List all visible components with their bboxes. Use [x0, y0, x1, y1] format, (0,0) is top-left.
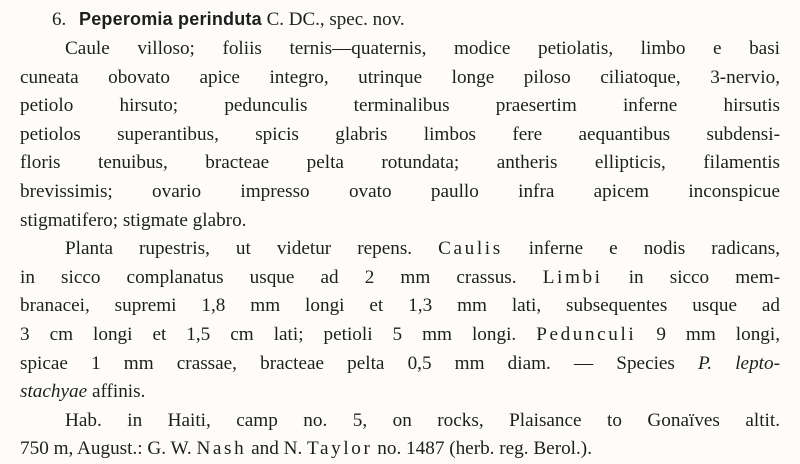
species-reference: P. lepto- — [698, 352, 780, 374]
text-run: in sicco mem- — [628, 266, 780, 288]
text-run: in sicco complanatus usque ad 2 mm crassus. — [20, 266, 517, 288]
species-author: C. DC., spec. nov. — [266, 9, 405, 30]
text-run: spicae 1 mm crassae, bracteae pelta 0,5 mm diam. — Species — [20, 352, 675, 374]
description-paragraph — [20, 235, 780, 407]
text-line: Hab. in Haiti, camp no. 5, on rocks, Plaisance to Gonaïves altit. — [65, 409, 780, 431]
text-run: and N. — [251, 438, 303, 460]
text-line — [20, 435, 780, 464]
collector-name: Taylor — [307, 438, 373, 460]
text-line: petiolo hirsuto; pedunculis terminalibus praesertim inferne hirsutis — [20, 95, 780, 117]
text-run: 9 mm longi, — [656, 323, 780, 345]
text-run: 3 cm longi et 1,5 cm lati; petioli 5 mm longi. — [20, 323, 517, 345]
text-run: inferne e nodis radicans, — [528, 238, 780, 260]
text-line: cuneata obovato apice integro, utrinque longe piloso ciliatoque, 3-nervio, — [20, 66, 780, 88]
text-run: no. 1487 (herb. reg. Berol.). — [377, 438, 592, 460]
text-line — [20, 264, 780, 293]
text-line: Caule villoso; foliis ternis—quaternis, modice petiolatis, limbo e basi — [65, 38, 780, 59]
species-number: 6. — [52, 9, 67, 30]
text-line: petiolos superantibus, spicis glabris limbos fere aequantibus subdensi- — [20, 123, 780, 145]
text-run: affinis. — [91, 381, 146, 403]
text-line: floris tenuibus, bracteae pelta rotundata; antheris ellipticis, filamentis — [20, 152, 780, 174]
text-line — [20, 235, 780, 264]
species-heading — [20, 5, 780, 35]
habitat-paragraph — [20, 407, 780, 464]
text-line: branacei, supremi 1,8 mm longi et 1,3 mm lati, subsequentes usque ad — [20, 295, 780, 317]
spaced-term: Caulis — [438, 238, 503, 260]
diagnosis-paragraph — [20, 35, 780, 235]
text-line — [20, 321, 780, 350]
spaced-term: Pedunculi — [536, 323, 637, 345]
text-line — [20, 350, 780, 379]
collector-name: Nash — [196, 438, 247, 460]
text-line: brevissimis; ovario impresso ovato paullo infra apicem inconspicue — [20, 180, 780, 202]
text-line — [20, 378, 780, 407]
text-run: 750 m, August.: G. W. — [20, 438, 192, 460]
species-reference: stachyae — [20, 381, 88, 403]
spaced-term: Limbi — [542, 266, 603, 288]
text-line: stigmatifero; stigmate glabro. — [20, 209, 247, 231]
text-run: Planta rupestris, ut videtur repens. — [65, 238, 413, 260]
species-name: Peperomia perinduta — [79, 9, 262, 29]
